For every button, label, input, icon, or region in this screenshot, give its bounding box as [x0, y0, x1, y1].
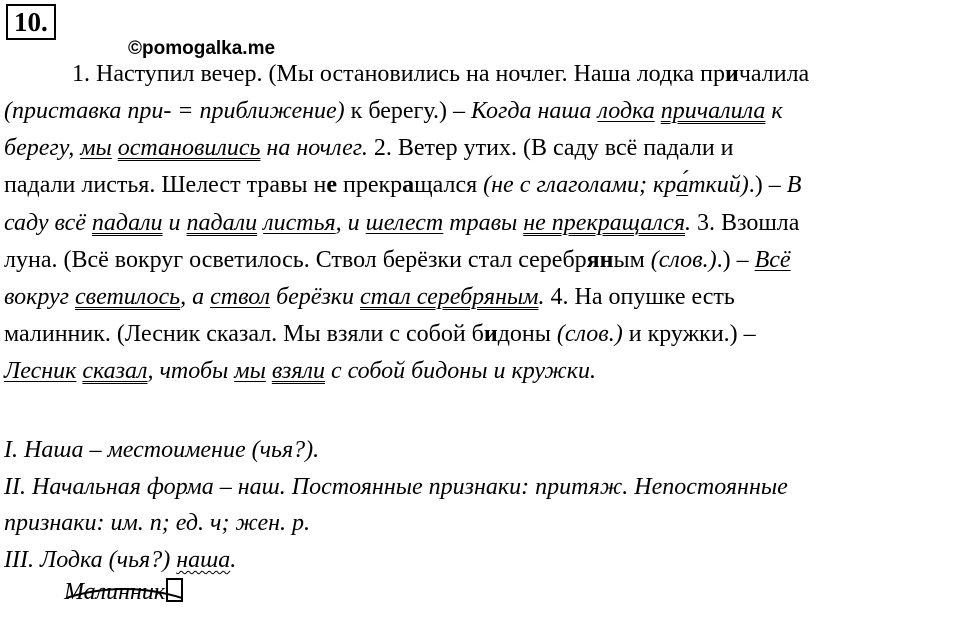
analysis-line-4: III. Лодка (чья?) наша. — [4, 547, 237, 573]
watermark: ©pomogalka.me — [128, 38, 276, 59]
text-line-7: вокруг светилось, а ствол берёзки стал серебряным. 4. На опушке есть — [4, 284, 735, 310]
text-line-3: берегу, мы остановились на ночлег. 2. Ветер утих. (В саду всё падали и — [4, 135, 734, 161]
subject-vsyo: Всё — [754, 247, 791, 273]
predicate-ne-prekrashchalsya: не прекращался — [523, 210, 685, 236]
predicate-ostanovilis: остановились — [117, 135, 261, 161]
predicate-prichalila: причалила — [660, 98, 766, 124]
analysis-line-2: II. Начальная форма – наш. Постоянные признаки: притяж. Непостоянные — [4, 474, 788, 500]
subject-my: мы — [80, 135, 112, 161]
subject-my-2: мы — [234, 358, 266, 384]
predicate-skazal: сказал — [82, 358, 148, 384]
analysis-line-3: признаки: им. п; ед. ч; жен. р. — [4, 510, 310, 536]
text-line-9: Лесник сказал, чтобы мы взяли с собой бидоны и кружки. — [4, 358, 596, 384]
text-line-4: падали листья. Шелест травы не прекращался (не с глаголами; кра́ткий).) – В — [4, 172, 802, 198]
morpheme-word: Малинник — [64, 579, 166, 605]
subject-lesnik: Лесник — [4, 358, 77, 384]
exercise-number: 10. — [6, 4, 56, 40]
zero-ending-box-icon — [166, 578, 183, 602]
predicate-vzyali: взяли — [271, 358, 325, 384]
text-line-6: луна. (Всё вокруг осветилось. Ствол берёзки стал серебряным (слов.).) – Всё — [4, 247, 791, 273]
text-line-2: (приставка при- = приближение) к берегу.) – Когда наша лодка причалила к — [4, 98, 783, 124]
subject-listya: листья — [263, 210, 336, 236]
analysis-line-1: I. Наша – местоимение (чья?). — [4, 437, 320, 463]
subject-shelest: шелест — [365, 210, 444, 236]
predicate-padali-1: падали — [91, 210, 163, 236]
predicate-padali-2: падали — [186, 210, 258, 236]
morpheme-parsing — [64, 578, 183, 606]
subject-lodka: лодка — [597, 98, 655, 124]
text-line-5: саду всё падали и падали листья, и шелест травы не прекращался. 3. Взошла — [4, 210, 800, 236]
predicate-svetilos: светилось — [75, 284, 181, 310]
subject-stvol: ствол — [210, 284, 271, 310]
attribute-nasha: наша — [176, 547, 231, 573]
text-line-1: 1. Наступил вечер. (Мы остановились на ночлег. Наша лодка причалила — [72, 61, 810, 87]
predicate-stal-serebryanym: стал серебряным — [360, 284, 539, 310]
text-line-8: малинник. (Лесник сказал. Мы взяли с собой бидоны (слов.) и кружки.) – — [4, 321, 756, 347]
